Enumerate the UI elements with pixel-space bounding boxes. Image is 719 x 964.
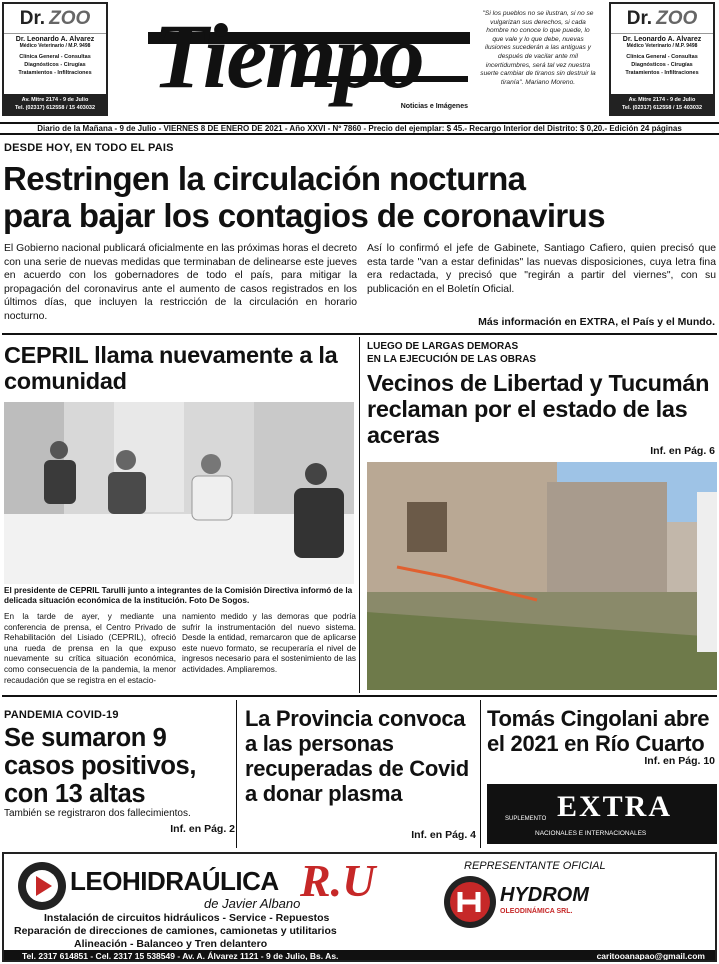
vet-contact: Av. Mitre 2174 - 9 de Julio Tel. (02317) 612558 / 15 403032 [4,94,106,114]
extra-title: EXTRA [557,790,673,823]
ad-line-1: Instalación de circuitos hidráulicos - Service - Repuestos [44,912,330,924]
play-icon [18,862,66,910]
vet-doctor: Dr. Leonardo A. Alvarez [15,36,95,43]
vet-services: Clínica General - Consultas Diagnósticos - Cirugías Tratamientos - Infiltraciones [18,54,92,76]
lead-body-col1: El Gobierno nacional publicará oficialmente en las próximas horas el decreto con una serie de nuevas medidas que terminaban de delinearse este jueves en acuerdo con los gobernadores de todo el país, para mitigar la propagación del coronavirus ante el aumento de casos registrados en los últimos días, que incluyen la restricción de la circulación en horario nocturno. [4,243,357,322]
covid-kicker: PANDEMIA COVID-19 [4,709,119,721]
plasma-ref[interactable]: Inf. en Pág. 4 [411,829,476,841]
covid-headline: Se sumaron 9 casos positivos, con 13 altas [4,724,197,808]
extra-supplement-box[interactable] [487,784,717,844]
vecinos-headline: Vecinos de Libertad y Tucumán reclaman por el estado de las aceras [367,370,710,448]
covid-ref[interactable]: Inf. en Pág. 2 [170,823,235,835]
lead-kicker: DESDE HOY, EN TODO EL PAIS [4,142,174,154]
ad-rep: REPRESENTANTE OFICIAL [464,860,606,872]
extra-label: SUPLEMENTO [505,816,547,822]
extra-sub: NACIONALES E INTERNACIONALES [535,830,647,837]
covid-sub: También se registraron dos fallecimientos. [4,808,191,819]
vet-title-right: Médico Veterinario / M.P. 9498 [626,43,698,49]
leohidraulica-ad [2,852,717,962]
vet-logo: Dr. ZOO [4,4,106,34]
masthead-quote: "Si los pueblos no se ilustran, si no se vulgarizan sus derechos, si cada hombre no conoce lo que puede, lo que vale y lo que debe, nuevas ilusiones sucederán a las antiguas y después de vacilar ante mil incertidumbres, será tal vez nuestra suerte cambiar de tiranos sin destruir la tiranía". Mariano Moreno. [480,10,596,86]
lead-more-link[interactable]: Más información en EXTRA, el País y el Mundo. [478,316,715,328]
ad-footer: Tel. 2317 614851 - Cel. 2317 15 538549 - Av. A. Álvarez 1121 - 9 de Julio, Bs. As. caritooanapao@gmail.com [4,950,717,962]
hydrom-logo-icon [444,876,496,928]
vet-ad-left [2,2,108,116]
masthead-title: Tiempo [152,5,423,107]
ad-partner: HYDROM [500,884,589,906]
ad-brand: LEOHIDRAÚLICA [70,866,279,896]
cepril-headline: CEPRIL llama nuevamente a la comunidad [4,342,338,394]
lead-headline-2: para bajar los contagios de coronavirus [3,197,605,234]
vet-services-right: Clínica General - Consultas Diagnósticos - Cirugías Tratamientos - Infiltraciones [625,54,699,76]
vet-ad-right [609,2,715,116]
cingolani-ref[interactable]: Inf. en Pág. 10 [644,755,715,767]
cepril-body-col2: namiento medido y las demoras que podría sufrir la instrumentación del nuevo sistema. Desde la entidad, remarcaron que de aplicarse este nuevo formato, se recuperaría el nivel de ingresos necesario para el sostenimiento de las actividades. Ampliaremos. [182,612,356,674]
cingolani-headline: Tomás Cingolani abre el 2021 en Río Cuarto [487,706,710,756]
dateline: Diario de la Mañana - 9 de Julio - VIERNES 8 DE ENERO DE 2021 - Año XXVI - Nº 7860 - Precio del ejemplar: $ 45.- Recargo Interior del Distrito: $ 0,20.- Edición 24 páginas [0,122,719,135]
lead-body-col2: Así lo confirmó el jefe de Gabinete, Santiago Cafiero, quien precisó que esta tarde "van a estar definidas" las nuevas disposiciones, cuya letra fina era redactada, y precisó que "regirán a partir del viernes", con su publicación en el Boletín Oficial. [367,243,716,295]
plasma-headline: La Provincia convoca a las personas recuperadas de Covid a donar plasma [245,706,469,806]
vecinos-photo [367,462,717,690]
ad-partner-sub: OLEODINÁMICA SRL. [500,908,573,915]
vet-doctor-right: Dr. Leonardo A. Alvarez [622,36,702,43]
ad-email[interactable]: caritooanapao@gmail.com [596,951,705,961]
ad-brand-mark: R.U [300,855,376,906]
masthead [148,5,470,110]
ad-line-2: Reparación de direcciones de camiones, camionetas y utilitarios [14,925,337,937]
ad-line-3: Alineación - Balanceo y Tren delantero [74,938,268,950]
vecinos-kicker: LUEGO DE LARGAS DEMORAS EN LA EJECUCIÓN DE LAS OBRAS [367,341,537,365]
vet-contact-right: Av. Mitre 2174 - 9 de Julio Tel. (02317) 612558 / 15 403032 [611,94,713,114]
vet-logo-right: Dr. ZOO [611,4,713,34]
cepril-body-col1: En la tarde de ayer, y mediante una conferencia de prensa, el Centro Privado de Rehabilitación del Lisiado (CEPRIL), ofreció una rueda de prensa en la que expuso nuevamente su crítica situación económica, como consecuencia de la pandemia, la menor recaudación que se registra en el estacio- [4,612,176,685]
masthead-tagline: Noticias e Imágenes [400,103,468,110]
cepril-photo [4,402,354,584]
vecinos-ref[interactable]: Inf. en Pág. 6 [650,445,715,457]
vet-title: Médico Veterinario / M.P. 9498 [19,43,91,49]
cepril-caption: El presidente de CEPRIL Tarulli junto a integrantes de la Comisión Directiva informó de la delicada situación económica de la institución. Foto De Sogos. [4,586,353,606]
lead-headline-1: Restringen la circulación nocturna [3,160,526,197]
ad-owner: de Javier Albano [204,896,301,911]
